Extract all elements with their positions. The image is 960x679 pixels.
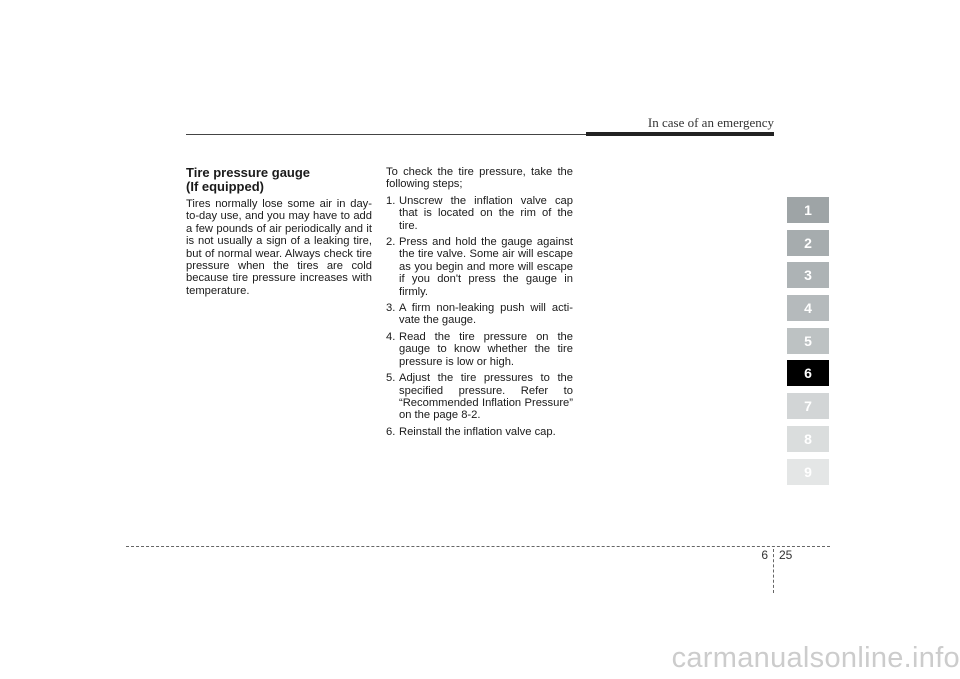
chapter-tab-1[interactable]: 1 (787, 197, 829, 223)
step-item (386, 195, 573, 232)
section-header: In case of an emergency (647, 115, 774, 130)
step-number: 4. (386, 330, 396, 343)
step-number: 2. (386, 236, 396, 249)
heading-line-2: (If equipped) (186, 179, 264, 194)
step-text: Press and hold the gauge against the tire valve. Some air will escape as you begin and more will escape if you don't press the gauge in firmly. (399, 236, 573, 298)
step-number: 1. (386, 194, 396, 207)
chapter-tab-9[interactable]: 9 (787, 459, 829, 485)
step-text: Unscrew the inflation valve cap that is located on the rim of the tire. (399, 194, 573, 232)
page-chapter-number: 6 (761, 548, 768, 562)
intro-paragraph: Tires normally lose some air in day-to-day use, and you may have to add a few pounds of air periodically and it is not usually a sign of a leaking tire, but of normal wear. Always check tire pressure when the tires are cold because tire pressure increases with temperature. (186, 198, 372, 297)
chapter-tab-7[interactable]: 7 (787, 393, 829, 419)
right-column (386, 166, 573, 442)
watermark: carmanualsonline.info (671, 642, 960, 674)
header-rule-thick (586, 132, 774, 136)
left-column (186, 166, 372, 297)
chapter-tab-6-active[interactable]: 6 (787, 360, 829, 386)
section-heading (186, 166, 372, 194)
header-rule-thin (186, 134, 586, 135)
step-text: Adjust the tire pressures to the specified pressure. Refer to “Recommended Inflation Pressure” on the page 8-2. (399, 372, 573, 422)
chapter-tab-3[interactable]: 3 (787, 262, 829, 288)
steps-intro: To check the tire pressure, take the following steps; (386, 166, 573, 191)
steps-list (386, 195, 573, 438)
step-item (386, 426, 573, 438)
step-item (386, 331, 573, 368)
chapter-tab-4[interactable]: 4 (787, 295, 829, 321)
step-number: 6. (386, 425, 396, 438)
step-number: 3. (386, 302, 396, 315)
chapter-tab-8[interactable]: 8 (787, 426, 829, 452)
heading-line-1: Tire pressure gauge (186, 165, 311, 180)
chapter-tab-5[interactable]: 5 (787, 328, 829, 354)
footer-dashed-rule (126, 546, 830, 547)
step-item (386, 236, 573, 298)
footer-dashed-divider (773, 549, 774, 593)
page-number: 25 (779, 548, 793, 562)
step-text: Read the tire pressure on the gauge to know whether the tire pressure is low or high. (399, 330, 573, 368)
step-item (386, 372, 573, 422)
step-text: A firm non-leaking push will acti-vate the gauge. (399, 302, 573, 327)
chapter-tabs (787, 197, 829, 491)
step-item (386, 302, 573, 327)
chapter-tab-2[interactable]: 2 (787, 230, 829, 256)
step-text: Reinstall the inflation valve cap. (399, 425, 556, 438)
step-number: 5. (386, 372, 396, 385)
